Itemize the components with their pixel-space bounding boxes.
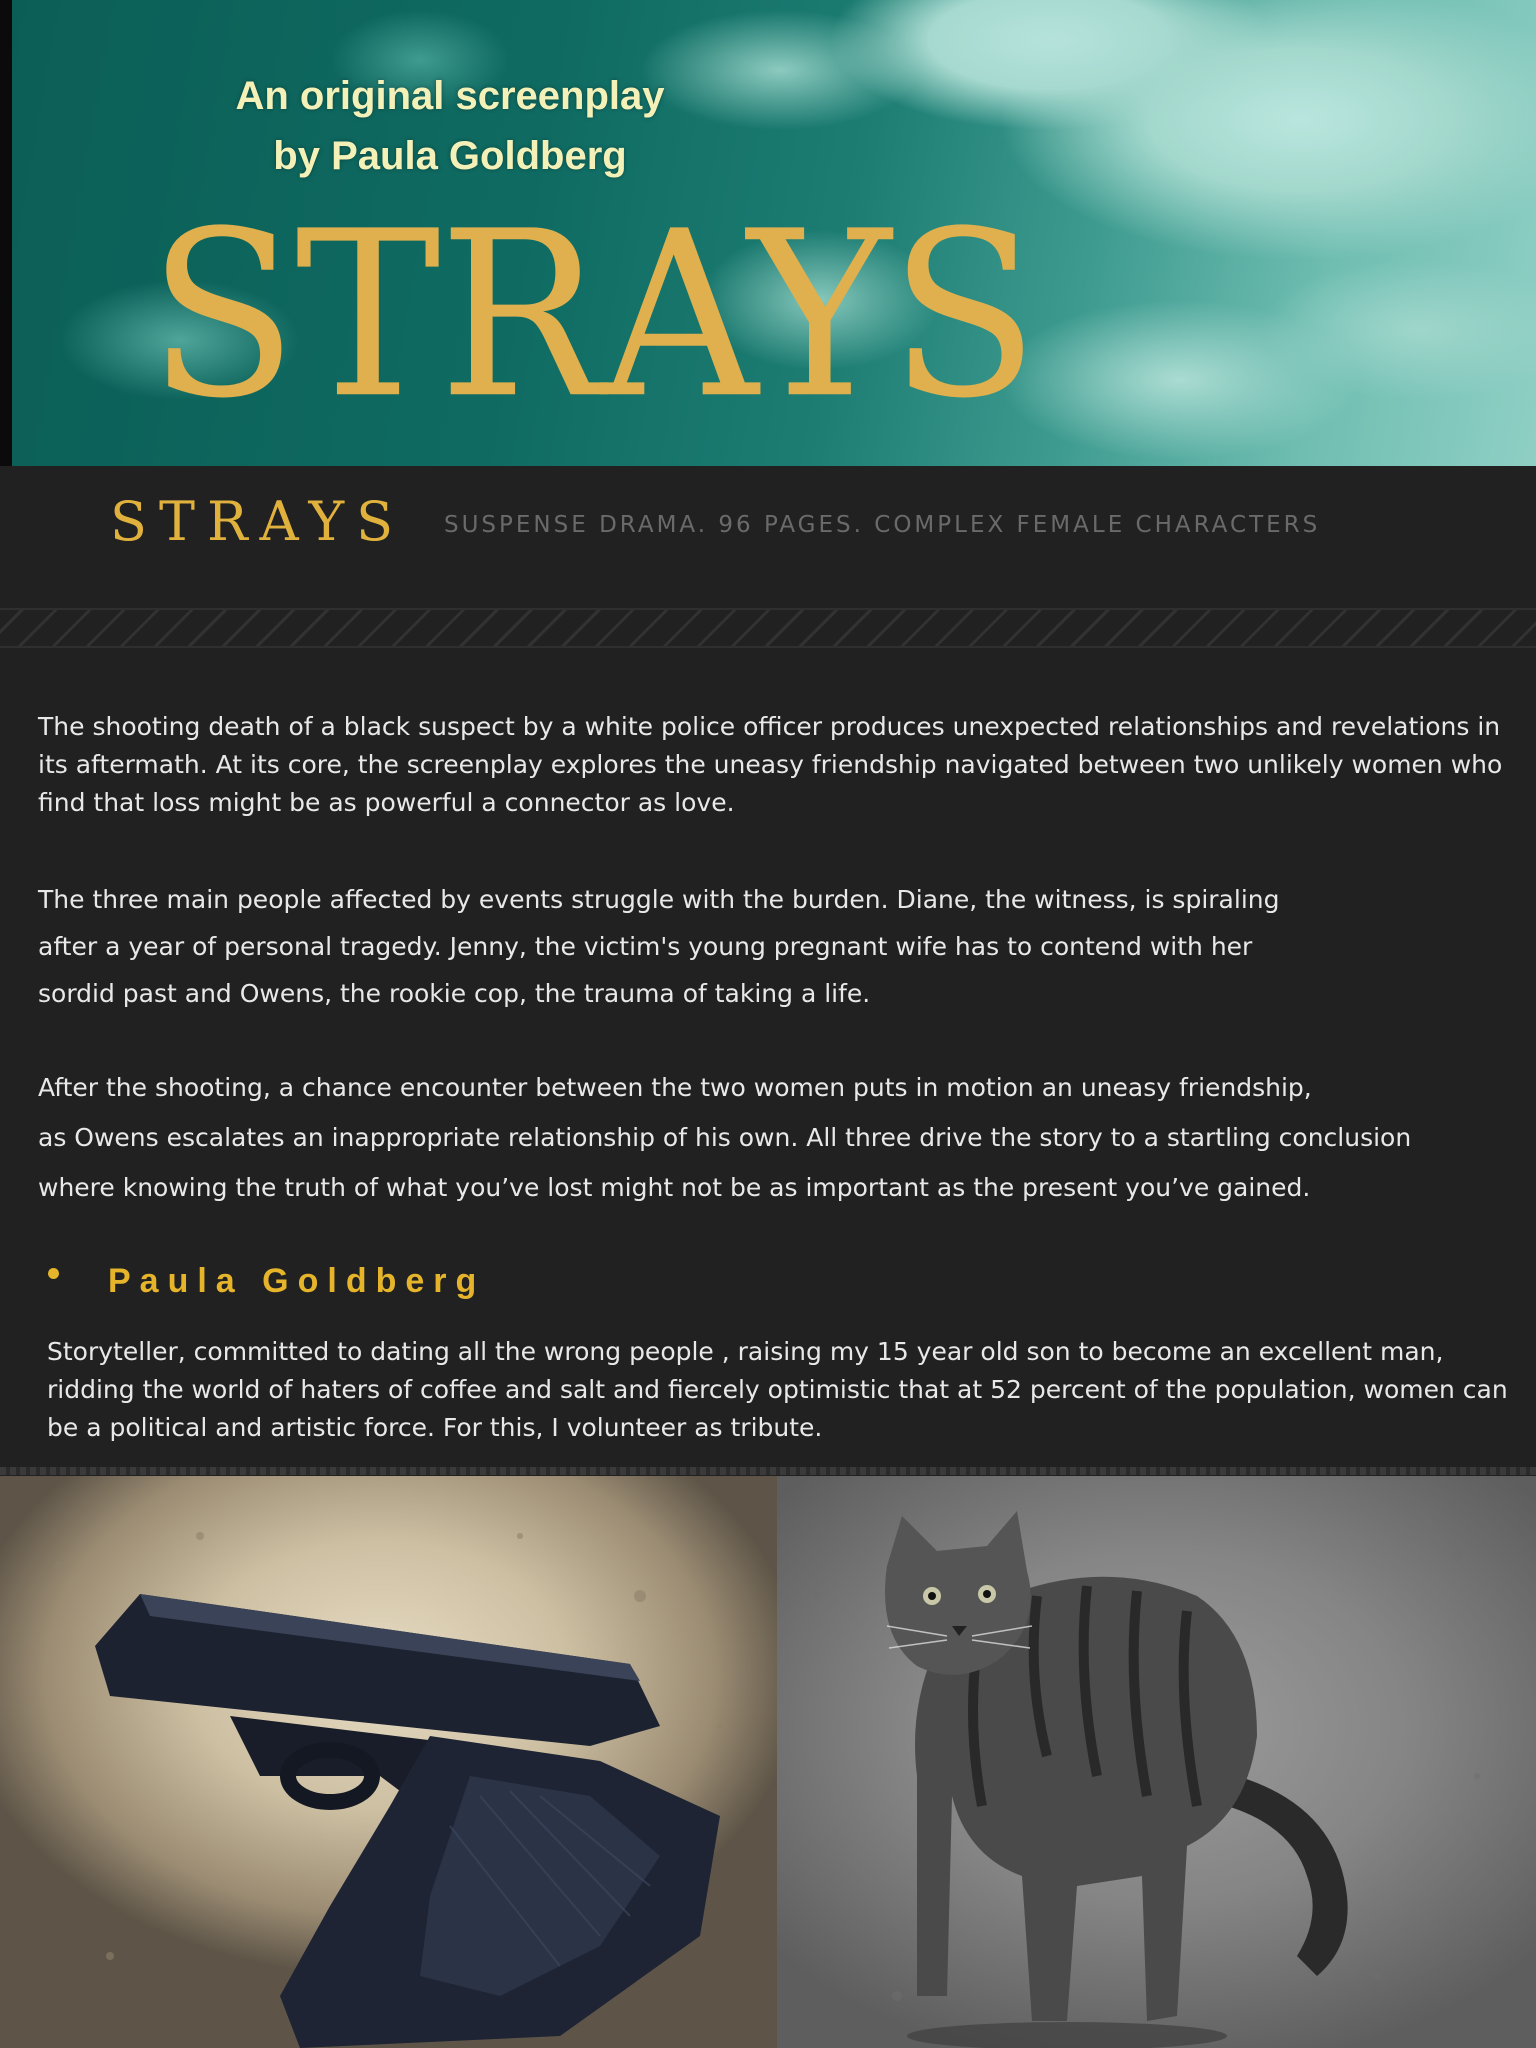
- synopsis-line: after a year of personal tragedy. Jenny, the victim's young pregnant wife has to contend with her: [38, 932, 1253, 961]
- synopsis-paragraph-3: [38, 1063, 1498, 1213]
- bio-line: Storyteller, committed to dating all the wrong people , raising my 15 year old son to become an excellent man,: [47, 1337, 1444, 1366]
- hero-tagline-line1: An original screenplay: [235, 74, 665, 118]
- hero-banner: [0, 0, 1536, 466]
- gun-photo: [0, 1476, 777, 2048]
- author-name: Paula Goldberg: [108, 1262, 486, 1300]
- synopsis-line: where knowing the truth of what you’ve lost might not be as important as the present you’ve gained.: [38, 1173, 1311, 1202]
- cat-icon: [777, 1476, 1536, 2048]
- synopsis-line: sordid past and Owens, the rookie cop, the trauma of taking a life.: [38, 979, 871, 1008]
- synopsis-line: After the shooting, a chance encounter between the two women puts in motion an uneasy friendship,: [38, 1073, 1312, 1102]
- cat-photo: [777, 1476, 1536, 2048]
- synopsis-line: as Owens escalates an inappropriate relationship of his own. All three drive the story to a startling conclusion: [38, 1123, 1412, 1152]
- bottom-divider: [0, 1467, 1536, 1475]
- bio-line: ridding the world of haters of coffee and salt and fiercely optimistic that at 52 percent of the population, women can: [47, 1375, 1508, 1404]
- hero-tagline-line2: by Paula Goldberg: [273, 134, 627, 178]
- band-tagline: SUSPENSE DRAMA. 96 PAGES. COMPLEX FEMALE CHARACTERS: [444, 512, 1321, 538]
- bullet-icon: [48, 1268, 59, 1279]
- hero-tagline: [170, 66, 730, 186]
- handgun-icon: [0, 1476, 777, 2048]
- synopsis-line: The three main people affected by events struggle with the burden. Diane, the witness, is spiraling: [38, 885, 1280, 914]
- bio-line: be a political and artistic force. For this, I volunteer as tribute.: [47, 1413, 823, 1442]
- synopsis-paragraph-2: [38, 876, 1498, 1017]
- zigzag-divider: [0, 608, 1536, 648]
- band-logo: STRAYS: [110, 490, 406, 553]
- author-bio: [47, 1333, 1517, 1447]
- synopsis-line: its aftermath. At its core, the screenplay explores the uneasy friendship navigated between two unlikely women who: [38, 750, 1503, 779]
- synopsis-line: The shooting death of a black suspect by a white police officer produces unexpected relationships and revelations in: [38, 712, 1501, 741]
- synopsis-line: find that loss might be as powerful a connector as love.: [38, 788, 735, 817]
- synopsis-paragraph-1: [38, 708, 1503, 822]
- hero-left-edge: [0, 0, 12, 466]
- hero-title: STRAYS: [148, 183, 1037, 449]
